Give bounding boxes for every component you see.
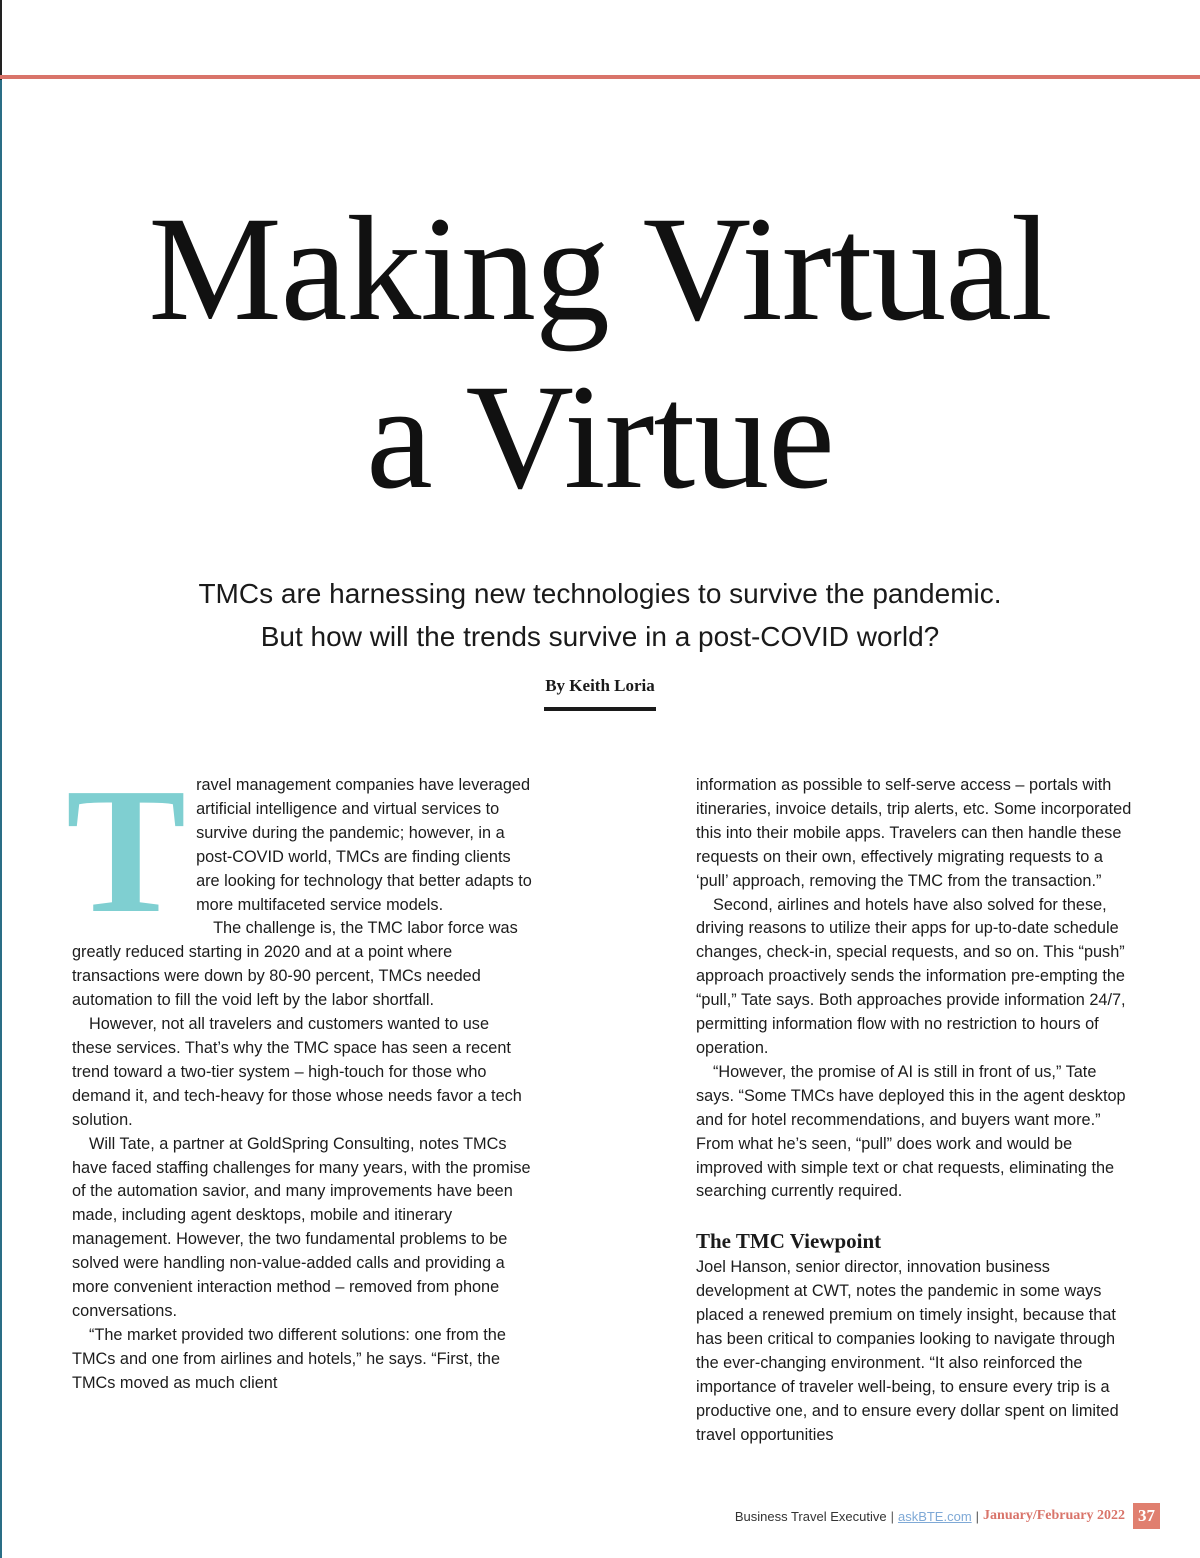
deck-line-2: But how will the trends survive in a post-COVID world? bbox=[260, 621, 940, 652]
title-line-2: a Virtue bbox=[366, 354, 834, 520]
article-title bbox=[0, 185, 1200, 521]
paragraph: However, not all travelers and customers wanted to use these services. That’s why the TMC space has seen a recent trend toward a two-tier system – high-touch for those who demand it, and tech-heavy for those whose needs favor a tech solution. bbox=[72, 1015, 522, 1129]
paragraph: “However, the promise of AI is still in front of us,” Tate says. “Some TMCs have deployed this in the agent desktop and for hotel recommendations, and buyers want more.” From what he’s seen, “pull” does work and would be improved with simple text or chat requests, eliminating the searching currently required. bbox=[696, 1062, 1126, 1201]
paragraph: “The market provided two different solutions: one from the TMCs and one from airlines and hotels,” he says. “First, the TMCs moved as much client bbox=[72, 1325, 506, 1392]
footer-separator: | bbox=[975, 1508, 980, 1524]
left-column bbox=[66, 751, 532, 1396]
title-line-1: Making Virtual bbox=[148, 186, 1052, 352]
page-number-badge: 37 bbox=[1133, 1503, 1160, 1529]
deck-line-1: TMCs are harnessing new technologies to survive the pandemic. bbox=[198, 578, 1002, 609]
footer-publication: Business Travel Executive bbox=[734, 1508, 887, 1524]
top-accent-rule bbox=[0, 75, 1200, 79]
section-subhead: The TMC Viewpoint bbox=[696, 1229, 882, 1254]
article-deck bbox=[0, 572, 1200, 658]
footer-site-link[interactable]: askBTE.com bbox=[897, 1508, 972, 1524]
paragraph: Joel Hanson, senior director, innovation business development at CWT, notes the pandemic in some ways placed a renewed premium on timely insight, because that has been critical to companies looking to navigate through the ever-changing environment. “It also reinforced the importance of traveler well-being, to ensure every trip is a productive one, and to ensure every dollar spent on limited travel opportunities bbox=[696, 1258, 1119, 1444]
drop-cap: T bbox=[66, 751, 187, 950]
footer-separator: | bbox=[890, 1508, 894, 1524]
byline: By Keith Loria bbox=[545, 676, 655, 695]
paragraph: Will Tate, a partner at GoldSpring Consulting, notes TMCs have faced staffing challenges for many years, with the promise of the automation savior, and many improvements have been made, including agent desktops, mobile and itinerary management. However, the two fundamental problems to be solved were handling non-value-added calls and providing a more convenient interaction method – removed from phone conversations. bbox=[72, 1134, 531, 1320]
page-footer bbox=[735, 1502, 1160, 1530]
page-edge-bar-top bbox=[0, 0, 2, 80]
paragraph: ravel management companies have leveraged artificial intelligence and virtual services to survive during the pandemic; however, in a post-COVID world, TMCs are finding clients are looking for technology that better adapts to more multifaceted service models. bbox=[196, 776, 532, 914]
right-column bbox=[696, 774, 1136, 1448]
paragraph: Second, airlines and hotels have also solved for these, driving reasons to utilize their apps for up-to-date schedule changes, check-in, special requests, and so on. This “push” approach proactively sends the information pre-empting the “pull,” Tate says. Both approaches provide information 24/7, permitting information flow with no restriction to hours of operation. bbox=[696, 895, 1126, 1057]
footer-issue-date: January/February 2022 bbox=[983, 1508, 1125, 1523]
byline-underline bbox=[544, 707, 656, 711]
paragraph: information as possible to self-serve access – portals with itineraries, invoice details, trip alerts, etc. Some incorporated this into their mobile apps. Travelers can then handle these requests on their own, effectively migrating requests to a ‘pull’ approach, removing the TMC from the transaction.” bbox=[696, 776, 1132, 890]
paragraph: The challenge is, the TMC labor force was greatly reduced starting in 2020 and at a point where transactions were down by 80-90 percent, TMCs needed automation to fill the void left by the labor shortfall. bbox=[72, 919, 518, 1010]
